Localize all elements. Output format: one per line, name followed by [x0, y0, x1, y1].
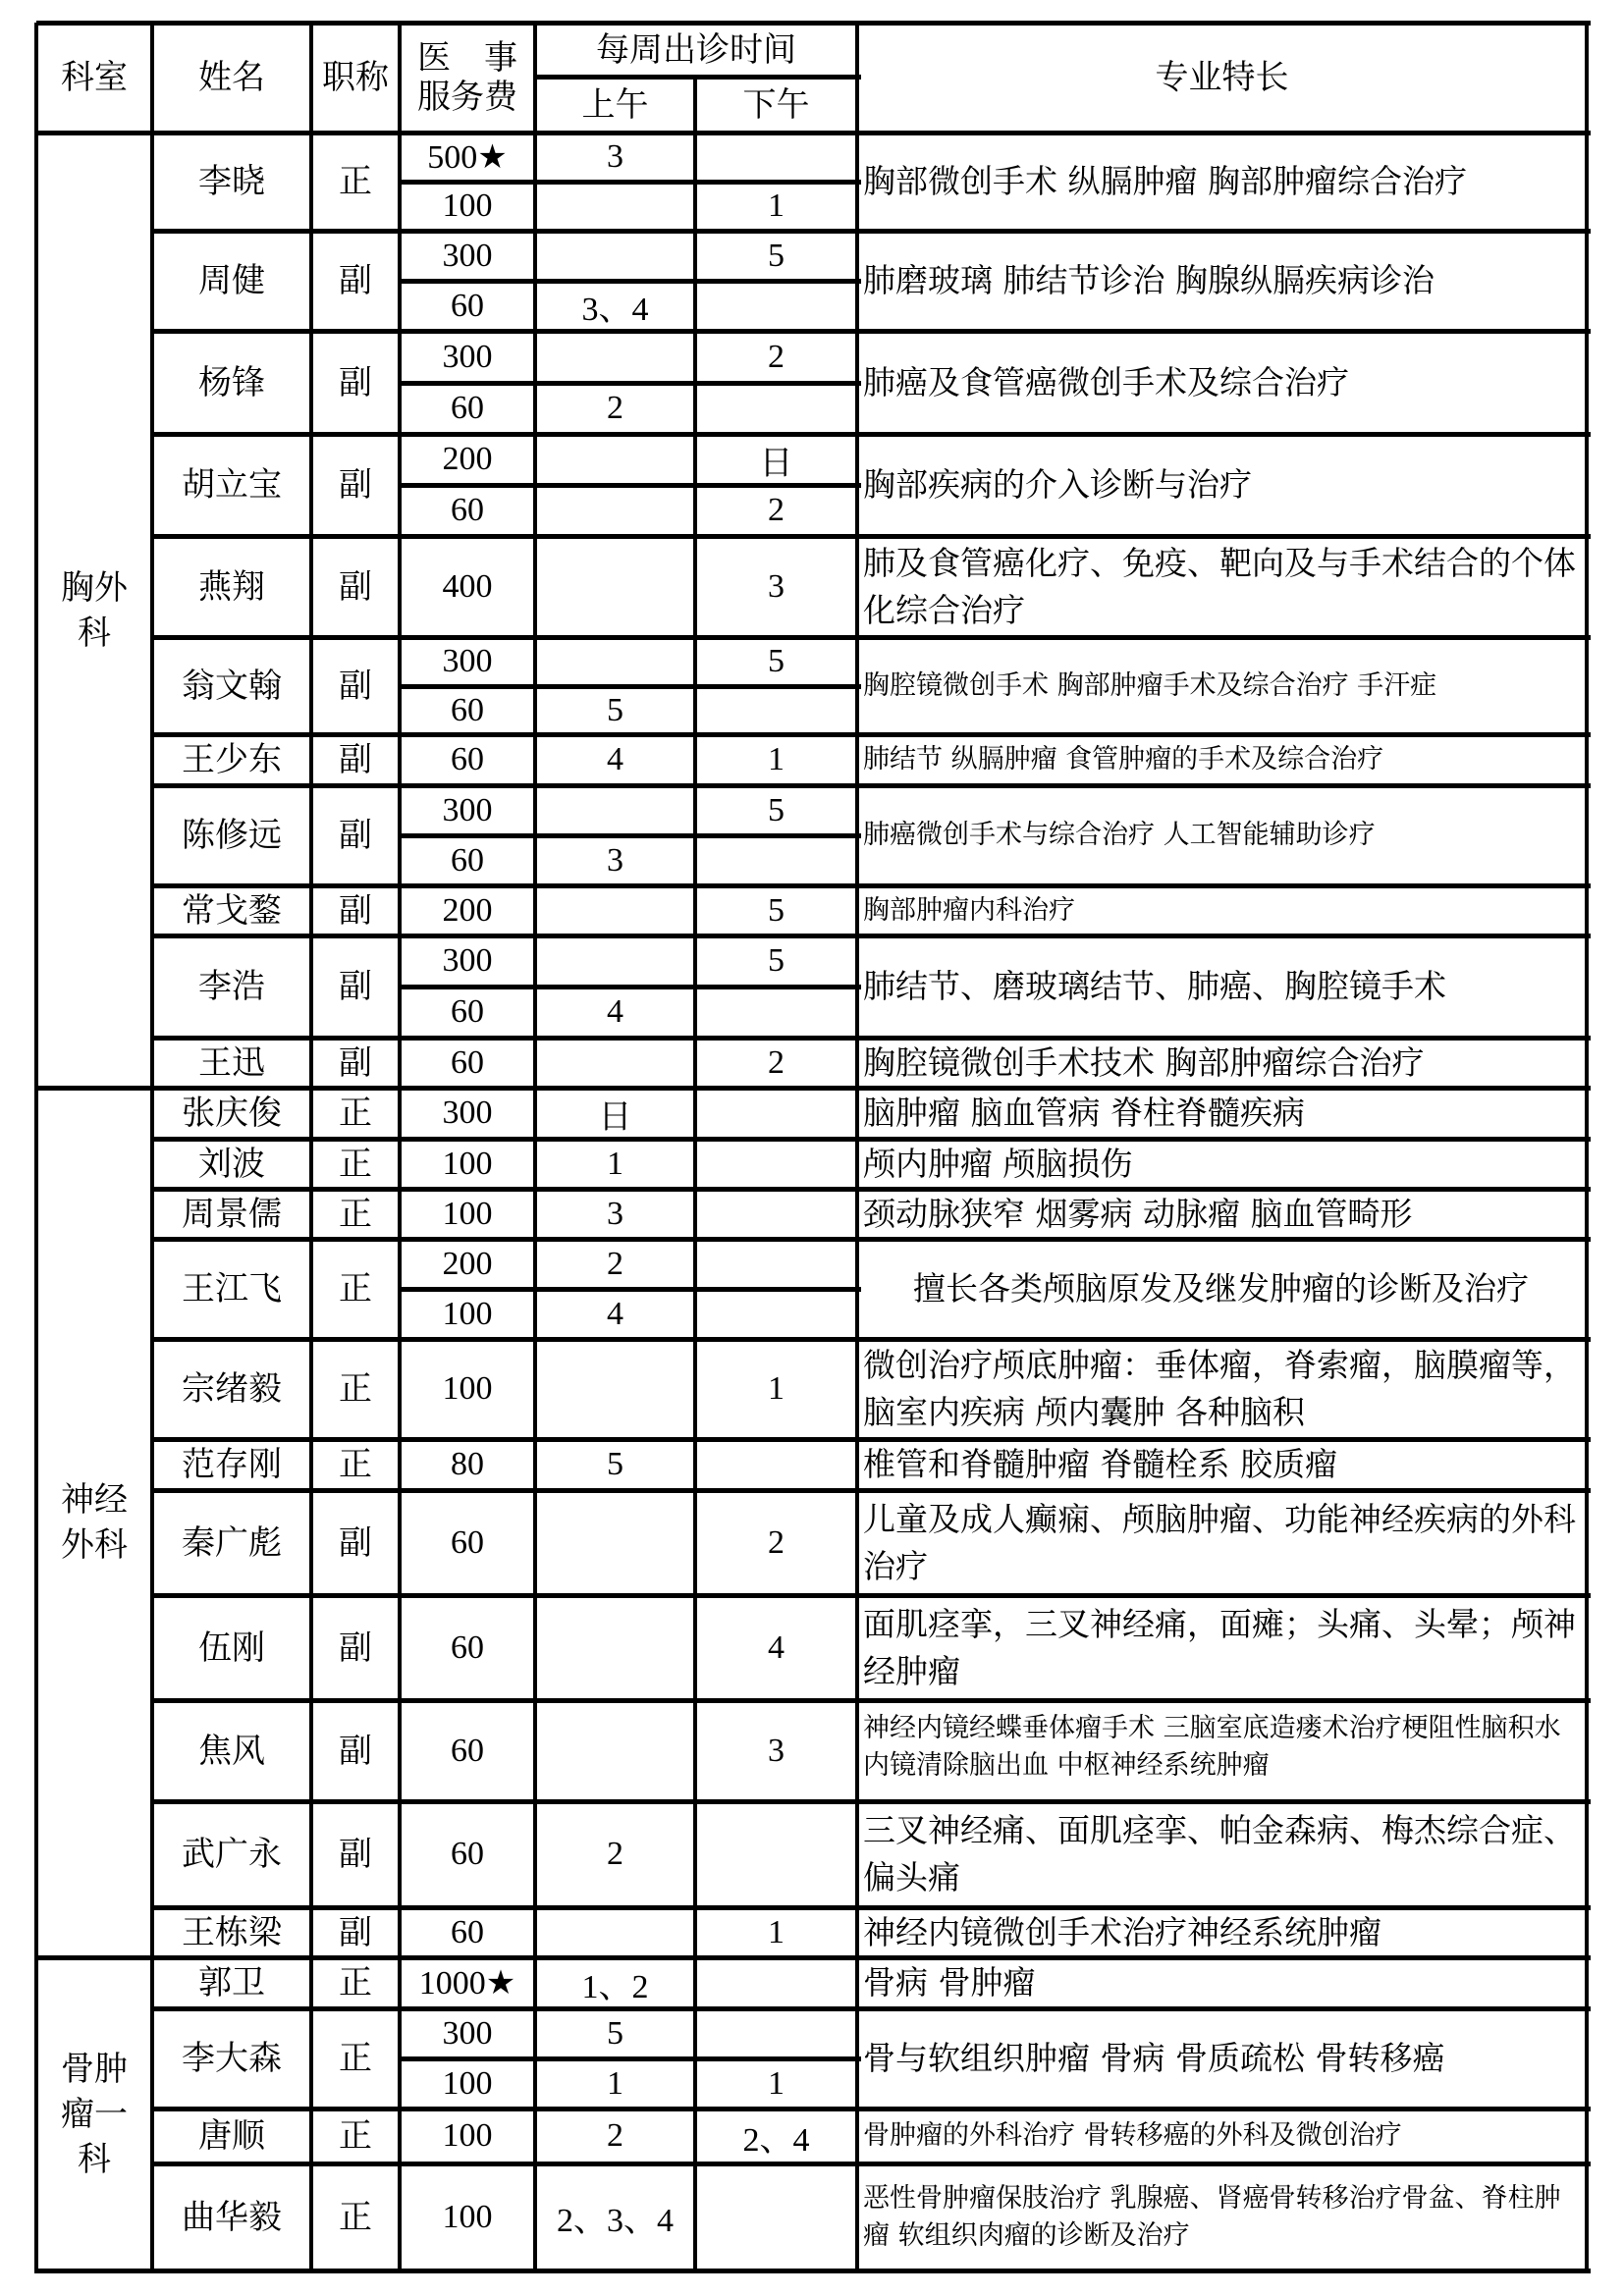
morning-slot [535, 935, 695, 987]
specialty-text: 神经内镜微创手术治疗神经系统肿瘤 [863, 1912, 1381, 1951]
doctor-title: 正 [339, 1094, 372, 1133]
morning-slot: 3 [607, 138, 623, 175]
header-fee [400, 23, 535, 133]
morning-slot: 2 [607, 1836, 623, 1872]
doctor-name: 范存刚 [182, 1445, 282, 1484]
specialty-text: 骨肿瘤的外科治疗 骨转移癌的外科及微创治疗 [863, 2120, 1402, 2151]
afternoon-slot [695, 835, 857, 885]
specialty-text: 胸腔镜微创手术技术 胸部肿瘤综合治疗 [863, 1042, 1425, 1082]
doctor-title: 副 [339, 890, 372, 931]
service-fee: 60 [451, 1043, 484, 1081]
doctor-title: 副 [339, 740, 372, 779]
department-divider [36, 1086, 1591, 1091]
afternoon-slot: 2 [768, 338, 785, 375]
session-divider [400, 483, 861, 488]
doctor-name: 刘波 [198, 1144, 265, 1184]
service-fee: 100 [442, 1195, 493, 1232]
morning-slot [535, 1490, 695, 1595]
session-divider [400, 279, 861, 284]
department-label-line: 神经 [61, 1480, 128, 1520]
service-fee: 1000★ [418, 1965, 516, 2002]
service-fee: 60 [451, 287, 484, 324]
header-specialty: 专业特长 [1155, 58, 1289, 97]
column-divider [855, 23, 859, 2273]
morning-slot [535, 536, 695, 637]
service-fee: 100 [442, 1370, 493, 1407]
morning-slot: 2 [607, 390, 623, 426]
service-fee: 60 [451, 741, 484, 777]
specialty-text: 胸腔镜微创手术 胸部肿瘤手术及综合治疗 手汗症 [863, 669, 1437, 701]
session-divider [400, 985, 861, 989]
doctor-name: 李大森 [182, 2039, 282, 2078]
doctor-name: 曲华毅 [182, 2197, 282, 2237]
morning-slot [535, 434, 695, 485]
specialty-text: 胸部肿瘤内科治疗 [863, 894, 1075, 926]
specialty-text: 骨与软组织肿瘤 骨病 骨质疏松 骨转移癌 [863, 2039, 1445, 2077]
session-divider [400, 2056, 861, 2061]
doctor-name: 李浩 [198, 967, 265, 1006]
department-label [36, 1088, 152, 1957]
department-label [36, 133, 152, 1088]
afternoon-slot: 日 [759, 445, 793, 482]
afternoon-slot [695, 1189, 857, 1239]
column-divider [533, 23, 537, 2273]
service-fee: 300 [442, 791, 493, 828]
doctor-name: 郭卫 [198, 1963, 265, 2002]
doctor-name: 王栋梁 [182, 1912, 282, 1952]
session-divider [400, 180, 861, 185]
doctor-title: 副 [339, 1912, 372, 1952]
doctor-name: 伍刚 [198, 1628, 265, 1668]
department-label-line: 外科 [61, 1525, 128, 1565]
morning-slot: 5 [607, 1446, 623, 1482]
service-fee: 60 [451, 390, 484, 426]
afternoon-slot [695, 1801, 857, 1907]
service-fee: 100 [442, 1145, 493, 1182]
specialty-text: 肺结节 纵膈肿瘤 食管肿瘤的手术及综合治疗 [863, 744, 1384, 774]
service-fee: 60 [451, 993, 484, 1030]
header-fee-line: 医 事 [417, 38, 517, 78]
service-fee: 100 [442, 187, 493, 224]
morning-slot: 1、2 [581, 1968, 649, 2005]
doctor-title: 副 [339, 816, 372, 855]
doctor-title: 副 [339, 465, 372, 505]
afternoon-slot [695, 281, 857, 331]
table-side-border [1585, 23, 1589, 2273]
morning-slot: 4 [607, 741, 623, 777]
header-title: 职称 [322, 58, 389, 97]
header-fee-line: 服务费 [417, 78, 517, 117]
morning-slot [535, 331, 695, 383]
afternoon-slot [695, 133, 857, 182]
doctor-title: 副 [339, 1042, 372, 1083]
service-fee: 60 [451, 492, 484, 528]
department-label [36, 1957, 152, 2270]
morning-slot: 5 [607, 691, 623, 728]
doctor-title: 副 [339, 261, 372, 300]
service-fee: 300 [442, 643, 493, 679]
afternoon-slot [695, 1439, 857, 1490]
afternoon-slot: 1 [768, 2064, 785, 2102]
doctor-title: 副 [339, 1628, 372, 1668]
table-top-border [36, 21, 1591, 26]
morning-slot [535, 485, 695, 536]
morning-slot: 3、4 [581, 292, 649, 328]
doctor-title: 副 [339, 566, 372, 607]
afternoon-slot [695, 1239, 857, 1289]
department-label-line: 瘤一 [61, 2094, 128, 2134]
morning-slot [535, 885, 695, 935]
service-fee: 400 [442, 567, 493, 605]
header-department: 科室 [61, 58, 128, 97]
service-fee: 60 [451, 691, 484, 728]
doctor-name: 杨锋 [198, 362, 265, 402]
specialty-text: 面肌痉挛，三叉神经痛，面瘫；头痛、头晕；颅神经肿瘤 [863, 1604, 1576, 1690]
afternoon-slot [695, 2008, 857, 2058]
specialty-text: 颅内肿瘤 颅脑损伤 [863, 1144, 1133, 1183]
service-fee: 300 [442, 237, 493, 274]
department-label-line: 胸外 [61, 567, 128, 608]
specialty-text: 胸部微创手术 纵膈肿瘤 胸部肿瘤综合治疗 [863, 162, 1467, 200]
afternoon-slot: 1 [768, 1913, 785, 1950]
afternoon-slot: 5 [768, 643, 785, 679]
header-afternoon: 下午 [742, 84, 810, 125]
department-divider [36, 2269, 1591, 2273]
doctor-title: 正 [339, 2039, 372, 2078]
doctor-name: 焦风 [198, 1731, 265, 1771]
doctor-name: 燕翔 [198, 566, 265, 607]
column-divider [693, 133, 697, 2273]
specialty-text: 肺癌微创手术与综合治疗 人工智能辅助诊疗 [863, 820, 1376, 850]
column-divider [693, 77, 697, 135]
morning-slot: 2 [607, 2117, 623, 2154]
specialty-text: 擅长各类颅脑原发及继发肿瘤的诊断及治疗 [913, 1269, 1529, 1308]
afternoon-slot: 2 [768, 1523, 785, 1561]
afternoon-slot: 1 [768, 1370, 785, 1407]
doctor-title: 副 [339, 1835, 372, 1874]
service-fee: 100 [442, 2064, 493, 2102]
doctor-name: 陈修远 [182, 816, 282, 855]
service-fee: 300 [442, 1095, 493, 1131]
session-divider [400, 1287, 861, 1292]
specialty-text: 肺结节、磨玻璃结节、肺癌、胸腔镜手术 [863, 967, 1446, 1005]
doctor-name: 王少东 [182, 740, 282, 779]
specialty-text: 儿童及成人癫痫、颅脑肿瘤、功能神经疾病的外科治疗 [863, 1499, 1576, 1585]
afternoon-slot: 5 [768, 942, 785, 979]
doctor-title: 正 [339, 1144, 372, 1184]
doctor-name: 武广永 [182, 1835, 282, 1874]
morning-slot: 3 [607, 841, 623, 879]
service-fee: 200 [442, 891, 493, 929]
department-label-line: 骨肿 [61, 2049, 128, 2089]
morning-slot: 5 [607, 2014, 623, 2052]
department-divider [36, 1955, 1591, 1960]
service-fee: 300 [442, 2014, 493, 2052]
service-fee: 60 [451, 1629, 484, 1666]
department-label-line: 科 [78, 2139, 111, 2179]
afternoon-slot [695, 987, 857, 1038]
doctor-title: 副 [339, 967, 372, 1006]
afternoon-slot [695, 383, 857, 434]
morning-slot [535, 1339, 695, 1439]
header-morning: 上午 [581, 84, 649, 125]
afternoon-slot: 2 [768, 492, 785, 528]
doctor-title: 正 [339, 1445, 372, 1484]
doctor-name: 周景儒 [182, 1194, 282, 1234]
column-divider [398, 23, 402, 2273]
doctor-title: 副 [339, 1731, 372, 1771]
session-divider [400, 684, 861, 689]
specialty-text: 神经内镜经蝶垂体瘤手术 三脑室底造瘘术治疗梗阻性脑积水 内镜清除脑出血 中枢神经系统肿瘤 [863, 1713, 1561, 1781]
afternoon-slot [695, 1088, 857, 1139]
department-label-line: 科 [78, 613, 111, 653]
doctor-name: 宗绪毅 [182, 1369, 282, 1409]
doctor-title: 副 [339, 362, 372, 402]
service-fee: 300 [442, 338, 493, 375]
service-fee: 100 [442, 2198, 493, 2235]
morning-slot [535, 785, 695, 835]
service-fee: 100 [442, 2117, 493, 2154]
specialty-text: 胸部疾病的介入诊断与治疗 [863, 465, 1252, 504]
header-schedule: 每周出诊时间 [596, 29, 796, 70]
doctor-title: 正 [339, 2197, 372, 2237]
afternoon-slot: 3 [768, 1732, 785, 1769]
afternoon-slot: 1 [768, 741, 785, 777]
column-divider [150, 23, 154, 2273]
specialty-text: 肺癌及食管癌微创手术及综合治疗 [863, 362, 1349, 401]
morning-slot [535, 1700, 695, 1801]
afternoon-slot: 4 [768, 1629, 785, 1666]
session-divider [400, 381, 861, 386]
doctor-title: 正 [339, 162, 372, 201]
morning-slot: 2、3、4 [557, 2203, 674, 2239]
header-bottom-border [36, 131, 1591, 135]
doctor-title: 副 [339, 1522, 372, 1563]
afternoon-slot: 1 [768, 187, 785, 224]
morning-slot [535, 182, 695, 231]
morning-slot [535, 1595, 695, 1700]
afternoon-slot: 2 [768, 1043, 785, 1081]
specialty-text: 脑肿瘤 脑血管病 脊柱脊髓疾病 [863, 1094, 1305, 1132]
morning-slot: 3 [607, 1195, 623, 1232]
doctor-name: 唐顺 [198, 2116, 265, 2156]
specialty-text: 椎管和脊髓肿瘤 脊髓栓系 胶质瘤 [863, 1445, 1337, 1483]
afternoon-slot: 5 [768, 237, 785, 274]
doctor-name: 秦广彪 [182, 1522, 282, 1563]
specialty-text: 骨病 骨肿瘤 [863, 1963, 1036, 2002]
afternoon-slot: 2、4 [742, 2121, 810, 2159]
service-fee: 500★ [427, 139, 508, 176]
afternoon-slot: 5 [768, 891, 785, 929]
service-fee: 200 [442, 1245, 493, 1282]
service-fee: 200 [442, 441, 493, 477]
doctor-name: 常戈鍪 [182, 890, 282, 931]
doctor-name: 张庆俊 [182, 1094, 282, 1133]
header-name: 姓名 [198, 58, 265, 97]
morning-slot: 1 [607, 2064, 623, 2102]
table-side-border [34, 23, 38, 2273]
doctor-title: 正 [339, 1269, 372, 1308]
doctor-name: 王江飞 [182, 1269, 282, 1308]
service-fee: 60 [451, 1523, 484, 1561]
morning-slot [535, 1907, 695, 1957]
morning-slot: 2 [607, 1245, 623, 1282]
service-fee: 80 [451, 1446, 484, 1482]
specialty-text: 恶性骨肿瘤保肢治疗 乳腺癌、肾癌骨转移治疗骨盆、脊柱肿瘤 软组织肉瘤的诊断及治疗 [863, 2182, 1561, 2251]
doctor-title: 副 [339, 666, 372, 706]
doctor-name: 王迅 [198, 1042, 265, 1083]
service-fee: 300 [442, 942, 493, 979]
afternoon-slot [695, 1957, 857, 2008]
specialty-text: 肺及食管癌化疗、免疫、靶向及与手术结合的个体化综合治疗 [863, 543, 1576, 629]
specialty-text: 微创治疗颅底肿瘤：垂体瘤，脊索瘤，脑膜瘤等，脑室内疾病 颅内囊肿 各种脑积 [863, 1346, 1576, 1431]
morning-slot: 4 [607, 1295, 623, 1332]
service-fee: 60 [451, 841, 484, 879]
morning-slot: 日 [598, 1098, 632, 1136]
session-divider [400, 833, 861, 838]
doctor-title: 正 [339, 1194, 372, 1234]
header-divider [535, 75, 861, 80]
doctor-name: 翁文翰 [182, 666, 282, 706]
service-fee: 60 [451, 1836, 484, 1872]
specialty-text: 三叉神经痛、面肌痉挛、帕金森病、梅杰综合症、偏头痛 [863, 1811, 1576, 1896]
service-fee: 60 [451, 1913, 484, 1950]
service-fee: 100 [442, 1295, 493, 1332]
morning-slot [535, 231, 695, 281]
morning-slot: 4 [607, 993, 623, 1030]
doctor-title: 正 [339, 1369, 372, 1409]
morning-slot [535, 637, 695, 686]
afternoon-slot [695, 1139, 857, 1189]
column-divider [309, 23, 313, 2273]
doctor-title: 正 [339, 2116, 372, 2156]
afternoon-slot [695, 2163, 857, 2270]
doctor-title: 正 [339, 1963, 372, 2002]
afternoon-slot [695, 686, 857, 734]
specialty-text: 颈动脉狭窄 烟雾病 动脉瘤 脑血管畸形 [863, 1194, 1413, 1233]
doctor-name: 胡立宝 [182, 465, 282, 505]
doctor-name: 周健 [198, 261, 265, 300]
service-fee: 60 [451, 1732, 484, 1769]
specialty-text: 肺磨玻璃 肺结节诊治 胸腺纵膈疾病诊治 [863, 261, 1435, 299]
morning-slot: 1 [607, 1145, 623, 1182]
afternoon-slot [695, 1289, 857, 1339]
afternoon-slot: 3 [768, 567, 785, 605]
morning-slot [535, 1038, 695, 1088]
afternoon-slot: 5 [768, 791, 785, 828]
doctor-name: 李晓 [198, 162, 265, 201]
